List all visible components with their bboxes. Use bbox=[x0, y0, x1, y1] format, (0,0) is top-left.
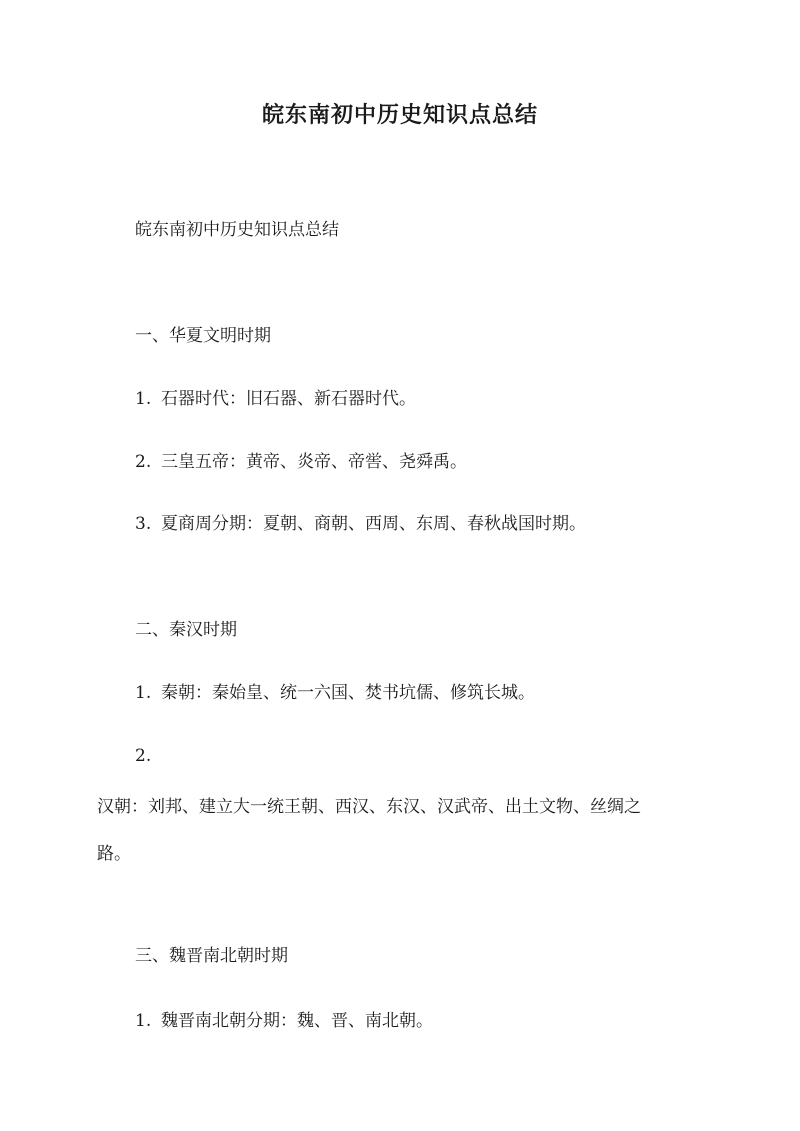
list-item bbox=[135, 512, 586, 536]
document-title: 皖东南初中历史知识点总结 bbox=[261, 102, 538, 128]
item-text: 魏晋南北朝分期：魏、晋、南北朝。 bbox=[161, 1011, 433, 1031]
item-text: 三皇五帝：黄帝、炎帝、帝喾、尧舜禹。 bbox=[161, 452, 467, 472]
item-text: 秦朝：秦始皇、统一六国、焚书坑儒、修筑长城。 bbox=[161, 683, 535, 703]
item-number: 1. bbox=[135, 389, 152, 409]
list-item bbox=[135, 387, 416, 411]
list-item bbox=[135, 681, 535, 705]
item-number: 1. bbox=[135, 683, 152, 703]
item-number: 3. bbox=[135, 514, 152, 534]
section-heading-1: 一、华夏文明时期 bbox=[135, 326, 271, 346]
item-text-line-1: 汉朝：刘邦、建立大一统王朝、西汉、东汉、汉武帝、出土文物、丝绸之 bbox=[97, 797, 641, 817]
section-heading-3: 三、魏晋南北朝时期 bbox=[135, 946, 288, 966]
item-text: 夏商周分期：夏朝、商朝、西周、东周、春秋战国时期。 bbox=[161, 514, 586, 534]
item-text-line-2: 路。 bbox=[97, 844, 131, 864]
item-number: 2. bbox=[135, 746, 152, 766]
item-text: 石器时代：旧石器、新石器时代。 bbox=[161, 389, 416, 409]
item-number: 2. bbox=[135, 452, 152, 472]
list-item bbox=[135, 1009, 433, 1033]
section-heading-2: 二、秦汉时期 bbox=[135, 620, 237, 640]
list-item bbox=[135, 450, 467, 474]
document-subtitle: 皖东南初中历史知识点总结 bbox=[135, 220, 339, 240]
item-number: 1. bbox=[135, 1011, 152, 1031]
